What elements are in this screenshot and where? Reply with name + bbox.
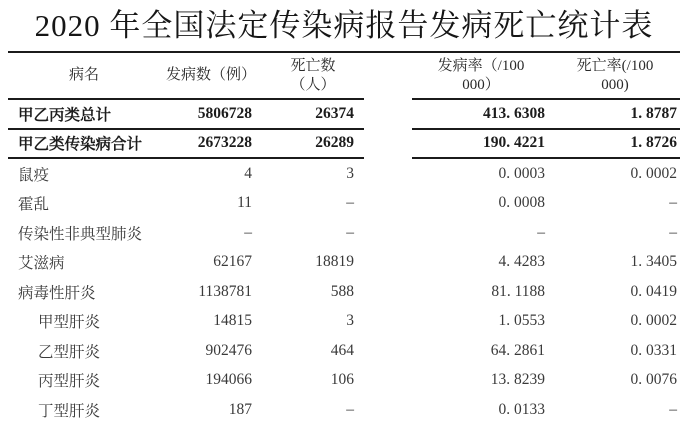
disease-name-cell: 丁型肝炎	[38, 402, 101, 420]
disease-name-cell: 鼠疫	[18, 166, 50, 184]
mortality-rate-cell: –	[669, 400, 677, 418]
table-row	[8, 395, 680, 425]
disease-name-cell: 甲型肝炎	[38, 314, 101, 332]
table-row	[8, 366, 680, 396]
disease-name-cell: 甲乙丙类总计	[8, 100, 160, 130]
cases-count-cell: 4	[244, 164, 252, 182]
incidence-rate-cell: 4. 4283	[498, 253, 545, 271]
mortality-rate-cell: –	[669, 223, 677, 241]
incidence-rate-cell: 0. 0003	[498, 164, 545, 182]
cases-count-cell: 5806728	[160, 100, 262, 130]
column-header-label-line1: 死亡数	[290, 57, 336, 74]
deaths-count-cell: –	[346, 400, 354, 418]
mortality-rate-cell: 1. 3405	[630, 253, 677, 271]
incidence-rate-cell: 81. 1188	[491, 282, 545, 300]
cases-count-cell: 14815	[213, 312, 252, 330]
column-header-cases	[160, 53, 262, 100]
column-header-label-line2: 000)	[601, 76, 629, 93]
incidence-rate-cell: –	[537, 223, 545, 241]
mortality-rate-cell: 0. 0331	[630, 341, 677, 359]
deaths-count-cell: 18819	[315, 253, 354, 271]
mortality-rate-cell: –	[669, 194, 677, 212]
deaths-count-cell: 106	[330, 371, 354, 389]
disease-name-cell: 霍乱	[18, 196, 50, 214]
mortality-rate-cell: 0. 0076	[630, 371, 677, 389]
cases-count-cell: 187	[228, 400, 252, 418]
column-header-label: 病名	[68, 67, 99, 83]
cases-count-cell: –	[244, 223, 252, 241]
table-row	[8, 100, 680, 130]
disease-name-cell: 甲乙类传染病合计	[8, 130, 160, 160]
cases-count-cell: 902476	[205, 341, 252, 359]
incidence-rate-cell: 0. 0133	[498, 400, 545, 418]
table-header-row	[8, 53, 680, 100]
table-row	[8, 130, 680, 160]
incidence-rate-cell: 64. 2861	[490, 341, 545, 359]
table-row	[8, 159, 680, 189]
incidence-rate-cell: 413. 6308	[412, 100, 550, 130]
column-header-label-line1: 发病率（/100	[437, 57, 525, 74]
page-title: 2020 年全国法定传染病报告发病死亡统计表	[34, 8, 654, 43]
incidence-rate-cell: 0. 0008	[498, 194, 545, 212]
disease-name-cell: 丙型肝炎	[38, 373, 101, 391]
column-gap	[364, 53, 412, 100]
disease-name-cell: 乙型肝炎	[38, 343, 101, 361]
column-header-label-line1: 死亡率(/100	[576, 57, 654, 74]
mortality-rate-cell: 1. 8787	[550, 100, 680, 130]
column-gap	[364, 130, 412, 160]
cases-count-cell: 194066	[205, 371, 252, 389]
cases-count-cell: 62167	[213, 253, 252, 271]
deaths-count-cell: 3	[346, 164, 354, 182]
cases-count-cell: 2673228	[160, 130, 262, 160]
mortality-rate-cell: 0. 0002	[630, 164, 677, 182]
incidence-rate-cell: 1. 0553	[498, 312, 545, 330]
mortality-rate-cell: 0. 0002	[630, 312, 677, 330]
disease-name-cell: 传染性非典型肺炎	[18, 225, 143, 243]
column-header-label-line2: （人）	[290, 76, 336, 93]
column-header-incidence-rate	[412, 53, 550, 100]
deaths-count-cell: –	[346, 194, 354, 212]
mortality-rate-cell: 0. 0419	[630, 282, 677, 300]
deaths-count-cell: 464	[330, 341, 354, 359]
table-row	[8, 218, 680, 248]
table-row	[8, 336, 680, 366]
disease-statistics-table	[8, 53, 680, 425]
disease-name-cell: 病毒性肝炎	[18, 284, 96, 302]
column-header-deaths	[262, 53, 364, 100]
deaths-count-cell: 26289	[262, 130, 364, 160]
deaths-count-cell: –	[346, 223, 354, 241]
column-header-label: 发病数（例）	[165, 67, 256, 83]
column-header-mortality-rate	[550, 53, 680, 100]
incidence-rate-cell: 190. 4221	[412, 130, 550, 160]
column-header-disease-name	[8, 53, 160, 100]
column-header-label-line2: 000）	[462, 76, 500, 93]
cases-count-cell: 11	[237, 194, 252, 212]
table-row	[8, 277, 680, 307]
table-row	[8, 189, 680, 219]
deaths-count-cell: 26374	[262, 100, 364, 130]
deaths-count-cell: 3	[346, 312, 354, 330]
disease-name-cell: 艾滋病	[18, 255, 65, 273]
cases-count-cell: 1138781	[198, 282, 252, 300]
deaths-count-cell: 588	[330, 282, 354, 300]
incidence-rate-cell: 13. 8239	[490, 371, 545, 389]
mortality-rate-cell: 1. 8726	[550, 130, 680, 160]
table-row	[8, 248, 680, 278]
table-row	[8, 307, 680, 337]
column-gap	[364, 100, 412, 130]
